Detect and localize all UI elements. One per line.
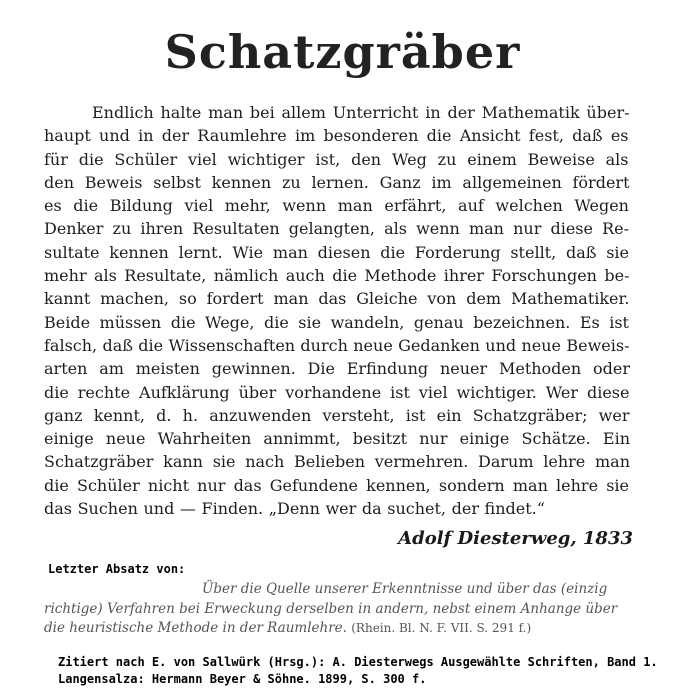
main-text-line: einige neue Wahrheiten annimmt, besitzt nur einige Schätze. Ein: [44, 429, 630, 449]
source-work-line-2: richtige) Verfahren bei Erweckung derselben in andern, nebst einem Anhange über: [44, 600, 618, 617]
main-text-line: ganz kennt, d. h. anzuwenden versteht, ist ein Schatzgräber; wer: [44, 405, 630, 425]
main-text-line: die Schüler nicht nur das Gefundene kennen, sondern man lehre sie: [44, 475, 629, 495]
source-work-line-3-text: die heuristische Methode in der Raumlehre.: [44, 620, 347, 636]
main-text-line: den Beweis selbst kennen zu lernen. Ganz im allgemeinen fördert: [44, 172, 630, 192]
main-text-line: für die Schüler viel wichtiger ist, den Weg zu einem Beweise als: [44, 149, 629, 169]
page-title: Schatzgräber: [164, 25, 521, 79]
source-reference: (Rhein. Bl. N. F. VII. S. 291 f.): [351, 621, 532, 635]
source-work-line-1: Über die Quelle unserer Erkenntnisse und über das (einzig: [202, 581, 608, 597]
source-label: Letzter Absatz von:: [48, 562, 186, 576]
main-text-line: Beide müssen die Wege, die sie wandeln, genau bezeichnen. Es ist: [44, 312, 629, 332]
author-signature: Adolf Diesterweg, 1833: [398, 528, 633, 549]
main-paragraph: [44, 101, 634, 520]
citation-line-2: Langensalza: Hermann Beyer & Söhne. 1899, S. 300 f.: [58, 672, 427, 686]
main-text-line: sultate kennen lernt. Wie man diesen die Forderung stellt, daß sie: [44, 242, 629, 262]
main-text-line: Endlich halte man bei allem Unterricht in der Mathematik über-: [92, 103, 630, 122]
citation-line-1: Zitiert nach E. von Sallwürk (Hrsg.): A. Diesterwegs Ausgewählte Schriften, Band 1.: [58, 655, 658, 669]
main-text-line: kannt machen, so fordert man das Gleiche von dem Mathematiker.: [44, 289, 630, 309]
citation: [58, 654, 658, 688]
main-text-line: Schatzgräber kann sie nach Belieben vermehren. Darum lehre man: [44, 452, 630, 472]
main-text-line: das Suchen und — Finden. „Denn wer da suchet, der findet.“: [44, 499, 545, 519]
main-text-line: mehr als Resultate, nämlich auch die Methode ihrer Forschungen be-: [44, 266, 630, 286]
main-text-line: Denker zu ihren Resultaten gelangten, als wenn man nur diese Re-: [44, 219, 629, 239]
main-text-line: es die Bildung viel mehr, wenn man erfährt, auf welchen Wegen: [44, 196, 629, 216]
source-work-line-3: [44, 619, 634, 639]
main-text-line: haupt und in der Raumlehre im besonderen die Ansicht fest, daß es: [44, 126, 629, 146]
source-work: [44, 580, 634, 639]
main-text-line: falsch, daß die Wissenschaften durch neue Gedanken und neue Beweis-: [44, 335, 630, 355]
main-text-line: arten am meisten gewinnen. Die Erfindung neuer Methoden oder: [44, 359, 630, 379]
main-text-line: die rechte Aufklärung über vorhandene ist viel wichtiger. Wer diese: [44, 382, 630, 402]
